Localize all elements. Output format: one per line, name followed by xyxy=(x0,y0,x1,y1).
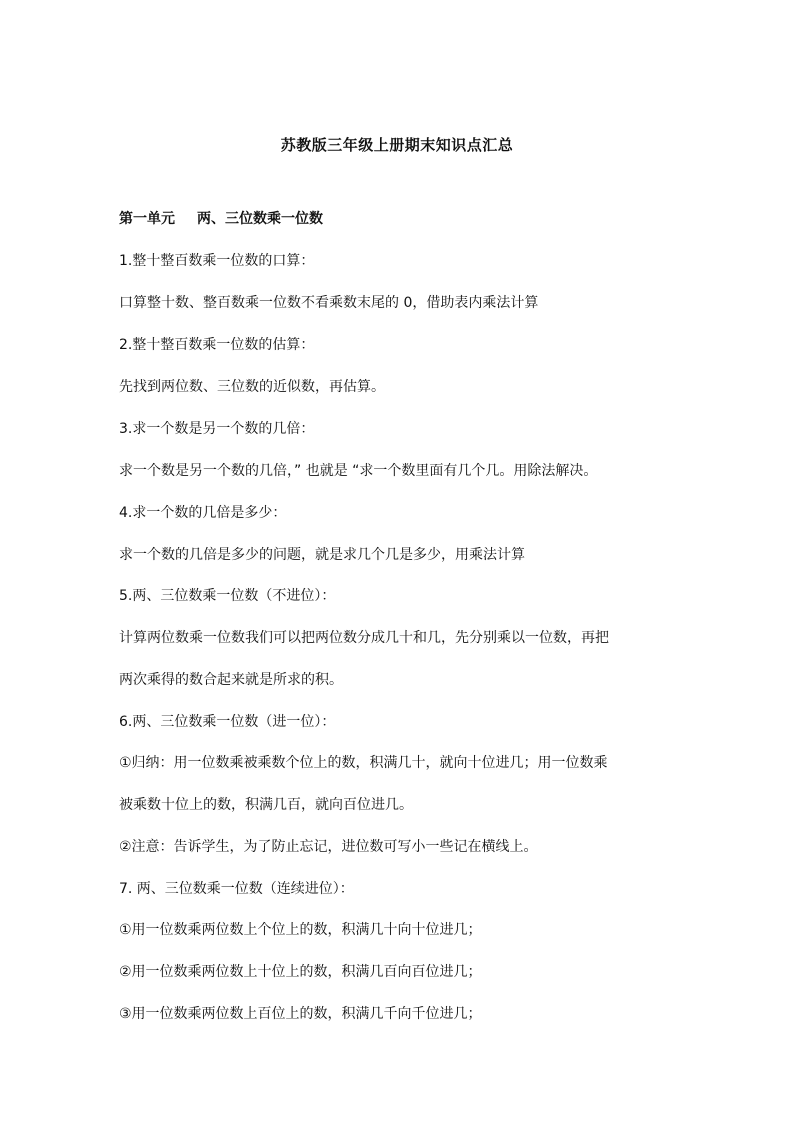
unit-name: 两、三位数乘一位数 xyxy=(197,211,323,227)
paragraph-line: 求一个数是另一个数的几倍，” 也就是 “求一个数里面有几个几。用除法解决。 xyxy=(119,463,598,479)
paragraph-line: ①归纳：用一位数乘被乘数个位上的数，积满几十，就向十位进几；用一位数乘 xyxy=(119,755,608,771)
unit-number: 第一单元 xyxy=(119,211,175,227)
paragraph-line: ③用一位数乘两位数上百位上的数，积满几千向千位进几； xyxy=(119,1006,482,1022)
paragraph-line: 7. 两、三位数乘一位数（连续进位）： xyxy=(119,881,354,897)
paragraph-line: 6.两、三位数乘一位数（进一位）： xyxy=(119,714,336,730)
paragraph-line: ②用一位数乘两位数上十位上的数，积满几百向百位进几； xyxy=(119,964,482,980)
paragraph-line: 3.求一个数是另一个数的几倍： xyxy=(119,421,315,437)
paragraph-line: 1.整十整百数乘一位数的口算： xyxy=(119,253,315,269)
paragraph-line: 求一个数的几倍是多少的问题，就是求几个几是多少，用乘法计算 xyxy=(119,547,525,563)
paragraph-line: 4.求一个数的几倍是多少： xyxy=(119,505,287,521)
paragraph-line: 先找到两位数、三位数的近似数，再估算。 xyxy=(119,379,385,395)
paragraph-line: 被乘数十位上的数，积满几百，就向百位进几。 xyxy=(119,797,413,813)
unit-heading xyxy=(119,209,689,229)
paragraph-line: 2.整十整百数乘一位数的估算： xyxy=(119,337,315,353)
document-title: 苏教版三年级上册期末知识点汇总 xyxy=(280,136,514,154)
paragraph-line: ①用一位数乘两位数上个位上的数，积满几十向十位进几； xyxy=(119,922,482,938)
paragraph-line: 两次乘得的数合起来就是所求的积。 xyxy=(119,672,343,688)
paragraph-line: 计算两位数乘一位数我们可以把两位数分成几十和几，先分别乘以一位数，再把 xyxy=(119,630,609,646)
paragraph-line: 5.两、三位数乘一位数（不进位）： xyxy=(119,588,336,604)
paragraph-line: 口算整十数、整百数乘一位数不看乘数末尾的 0，借助表内乘法计算 xyxy=(119,295,539,311)
paragraph-line: ②注意：告诉学生，为了防止忘记，进位数可写小一些记在横线上。 xyxy=(119,839,538,855)
